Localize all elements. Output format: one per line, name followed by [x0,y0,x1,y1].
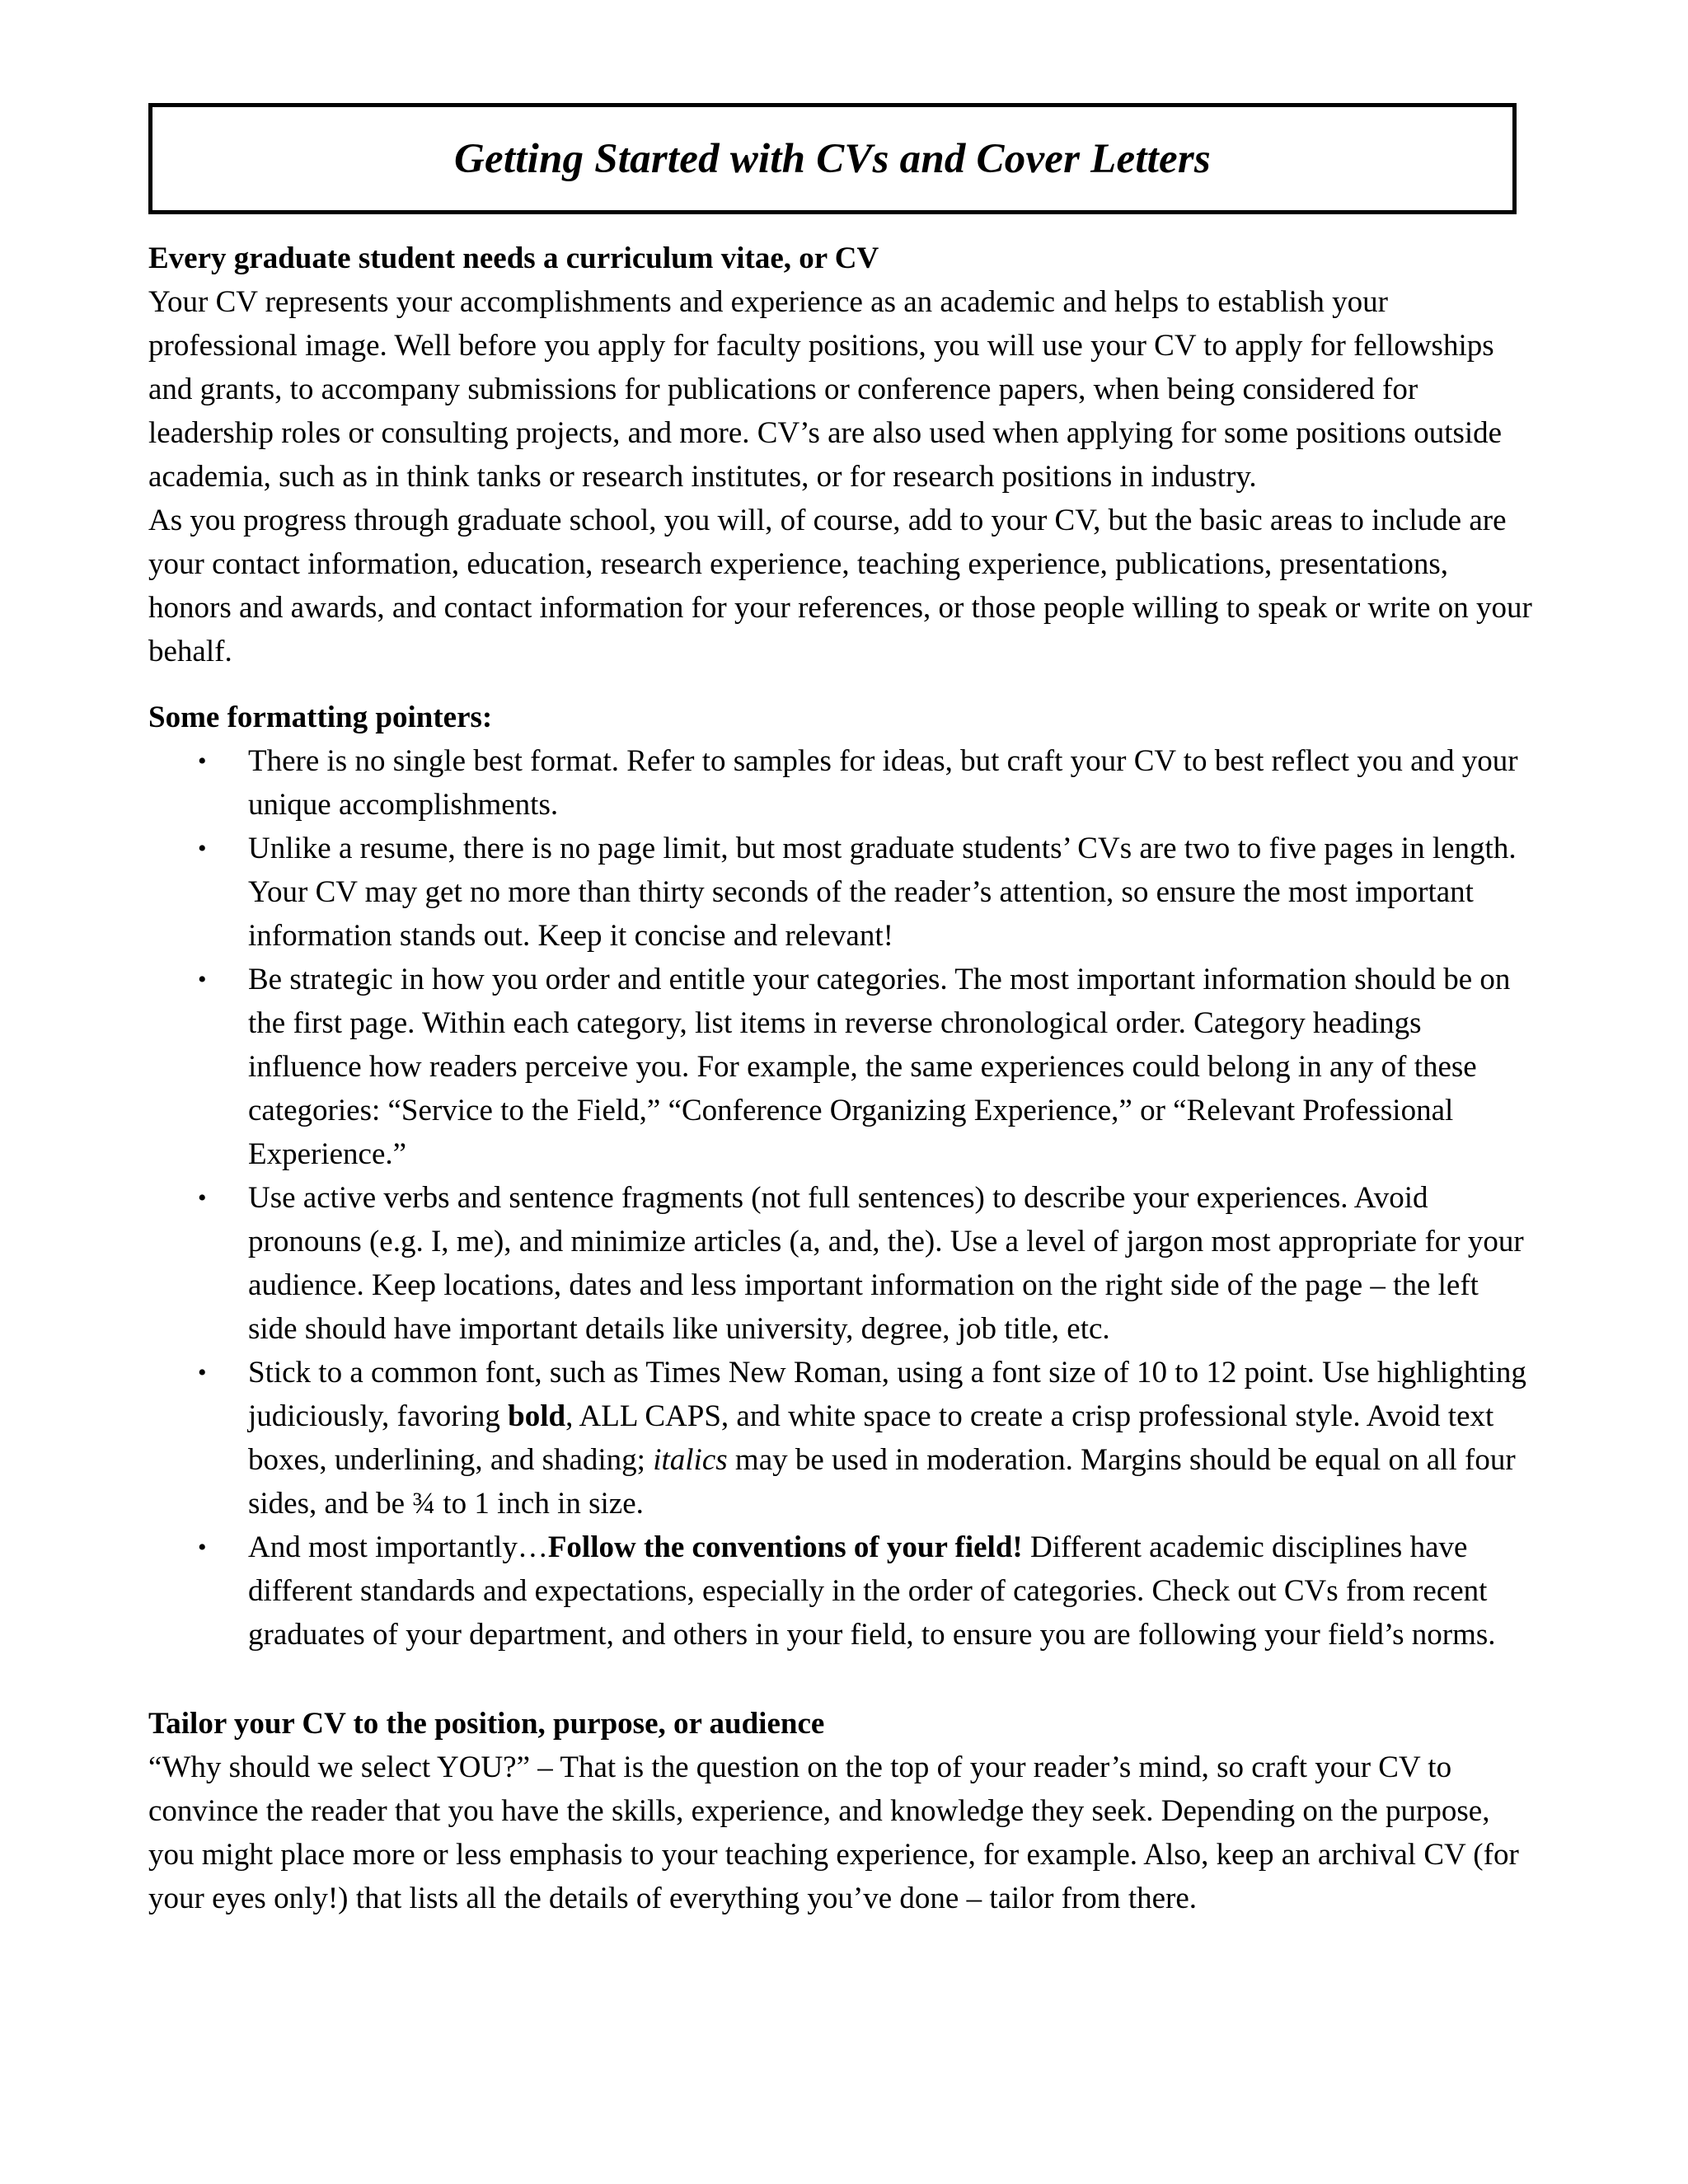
section-heading-formatting: Some formatting pointers: [148,701,493,734]
list-item [148,827,1533,958]
list-item-text: Be strategic in how you order and entitle your categories. The most important information should be on the first page. Within each category, list items in reverse chronological order. Category headings influence how readers perceive you. For example, the same experiences could belong in any of these categories: “Service to the Field,” “Conference Organizing Experience,” or “Relevant Professional Experience.” [248,963,1511,1171]
paragraph-cv-represents: Your CV represents your accomplishments and experience as an academic and helps to establish your professional image. Well before you apply for faculty positions, you will use your CV to apply for fellowships and grants, to accompany submissions for publications or conference papers, when being considered for leadership roles or consulting projects, and more. CV’s are also used when applying for some positions outside academia, such as in think tanks or research institutes, or for research positions in industry. [148,285,1503,494]
list-item-text-part: And most importantly… [248,1530,548,1564]
bullet-icon: • [198,1534,207,1561]
list-item-text-part: , ALL CAPS, and white space to create a crisp professional style. Avoid text boxes, underlining, and shading; [248,1399,1494,1477]
section-heading-cv: Every graduate student needs a curriculum vitae, or CV [148,241,879,275]
paragraph-progress: As you progress through graduate school, you will, of course, add to your CV, but the basic areas to include are your contact information, education, research experience, teaching experience, publications, presentations, honors and awards, and contact information for your references, or those people willing to speak or write on your behalf. [148,504,1532,668]
formatting-bullet-list [148,739,1533,1657]
document-title: Getting Started with CVs and Cover Letters [454,135,1211,182]
document-page [148,103,1533,1920]
section-cv-intro [148,237,1533,673]
list-item [148,1176,1533,1351]
bullet-icon: • [198,835,207,862]
list-item [148,1526,1533,1657]
italic-emphasis: italics [653,1443,728,1477]
bullet-icon: • [198,748,207,775]
section-formatting [148,696,1533,1657]
bullet-icon: • [198,1359,207,1386]
bold-emphasis: bold [508,1399,566,1433]
bullet-icon: • [198,1184,207,1212]
list-item-text: Unlike a resume, there is no page limit, but most graduate students’ CVs are two to five pages in length. Your CV may get no more than thirty seconds of the reader’s attention, so ensure the most important information stands out. Keep it concise and relevant! [248,832,1517,953]
bullet-icon: • [198,966,207,993]
paragraph-tailor: “Why should we select YOU?” – That is the question on the top of your reader’s mind, so craft your CV to convince the reader that you have the skills, experience, and knowledge they seek. Depending on the purpose, you might place more or less emphasis to your teaching experience, for example. Also, keep an archival CV (for your eyes only!) that lists all the details of everything you’ve done – tailor from there. [148,1750,1519,1915]
list-item [148,958,1533,1176]
list-item-text-part: Stick to a common font, such as Times New Roman, using a font size of 10 to 12 point. Use highlighting judiciously, favoring [248,1356,1526,1433]
list-item-text-part: may be used in moderation. Margins should be equal on all four sides, and be ¾ to 1 inch in size. [248,1443,1516,1521]
list-item [148,739,1533,827]
list-item [148,1351,1533,1526]
section-tailor [148,1702,1533,1920]
section-heading-tailor: Tailor your CV to the position, purpose, or audience [148,1707,825,1741]
list-item-text: There is no single best format. Refer to samples for ideas, but craft your CV to best reflect you and your unique accomplishments. [248,744,1518,822]
title-box [148,103,1517,214]
list-item-text: Use active verbs and sentence fragments (not full sentences) to describe your experiences. Avoid pronouns (e.g. I, me), and minimize articles (a, and, the). Use a level of jargon most appropriate for your audience. Keep locations, dates and less important information on the right side of the page – the left side should have important details like university, degree, job title, etc. [248,1181,1524,1346]
bold-emphasis: Follow the conventions of your field! [547,1530,1023,1564]
list-item-text-part: Different academic disciplines have different standards and expectations, especially in the order of categories. Check out CVs from recent graduates of your department, and others in your field, to ensure you are following your field’s norms. [248,1530,1496,1652]
